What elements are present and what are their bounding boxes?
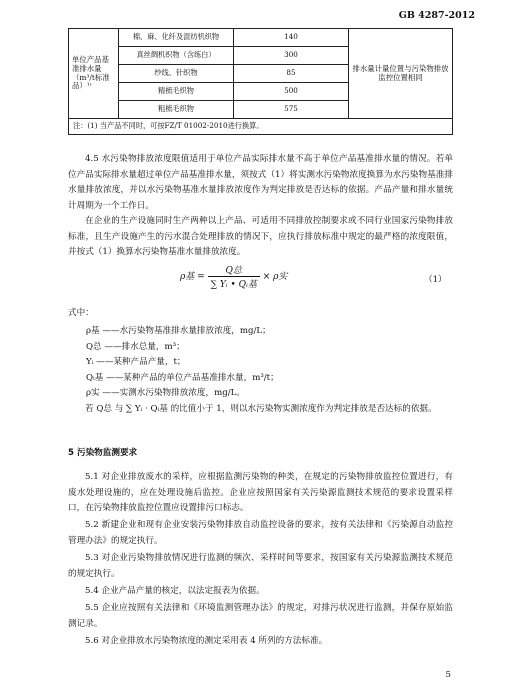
formula-number: （1） (424, 275, 447, 285)
paragraph-5-4: 5.4 企业产品产量的核定，以法定报表为依据。 (85, 586, 265, 596)
product-value: 300 (234, 47, 349, 65)
formula-numerator: Q总 (208, 263, 260, 277)
definition-item: Q总 ——排水总量，m³； (86, 341, 185, 352)
row-header: 单位产品基准排水量（m³/t标准品）¹⁾ (69, 29, 119, 119)
water-volume-table (68, 28, 453, 135)
formula-rhs: × ρ实 (262, 272, 288, 282)
product-name: 纱线、针织物 (119, 65, 234, 83)
paragraph-4-5: 4.5 水污染物排放浓度限值适用于单位产品实际排水量不高于单位产品基准排水量的情况。若单位产品实际排水量超过单位产品基准排水量，须按式（1）将实测水污染物浓度换算为水污染物基准排水量排放浓度，并以水污染物基准水量排放浓度作为判定排放是否达标的依据。产品产量和排水量统计周期为一个工作日。 (68, 154, 453, 211)
product-value: 500 (234, 83, 349, 101)
ratio-paragraph: 若 Q总 与 ∑ Yᵢ · Qᵢ基 的比值小于 1，则以水污染物实测浓度作为判定排放是否达标的依据。 (85, 404, 437, 414)
formula (180, 263, 287, 290)
paragraph-5-6: 5.6 对企业排放水污染物浓度的测定采用表 4 所列的方法标准。 (85, 636, 328, 646)
product-value: 85 (234, 65, 349, 83)
table-row (69, 29, 453, 47)
table-note: 注：(1) 当产品不同时，可按FZ/T 01002-2010进行换算。 (69, 119, 453, 135)
product-value: 140 (234, 29, 349, 47)
standard-code: GB 4287-2012 (398, 10, 475, 21)
product-name: 棉、麻、化纤及混纺机织物 (119, 29, 234, 47)
paragraph-5-1: 5.1 对企业排放废水的采样，应根据监测污染物的种类，在规定的污染物排放监控位置进行，有废水处理设施的，应在处理设施后监控。企业应按照国家有关污染源监测技术规范的要求设置采样口，在污染物排放监控位置应设置排污口标志。 (68, 472, 453, 514)
definition-item: Qᵢ基 ——某种产品的单位产品基准排水量，m³/t； (86, 372, 279, 383)
definition-item: ρ实 ——实测水污染物排放浓度，mg/L。 (86, 388, 245, 399)
formula-fraction (208, 263, 260, 290)
definition-list (86, 324, 279, 402)
page-number: 5 (445, 670, 451, 680)
paragraph-5-2: 5.2 新建企业和现有企业安装污染物排放自动监控设备的要求，按有关法律和《污染源自动监控管理办法》的规定执行。 (68, 520, 453, 546)
formula-denominator: ∑ Yᵢ • Qᵢ基 (210, 280, 257, 290)
where-label: 式中： (68, 308, 94, 318)
paragraph-4-5-b: 在企业的生产设施同时生产两种以上产品、可适用不同排放控制要求或不同行业国家污染物排放标准，且生产设施产生的污水混合处理排放的情况下，应执行排放标准中规定的最严格的浓度限值，并按式（1）换算水污染物基准水量排放浓度。 (68, 216, 453, 258)
definition-item: Yᵢ ——某种产品产量，t； (86, 357, 186, 368)
product-name: 真丝绸机织物（含练白） (119, 47, 234, 65)
section-heading-5: 5 污染物监测要求 (68, 448, 138, 458)
paragraph-5-5: 5.5 企业应按照有关法律和《环境监测管理办法》的规定，对排污状况进行监测，并保存原始监测记录。 (68, 603, 453, 629)
product-value: 575 (234, 101, 349, 119)
table-note-row (69, 119, 453, 135)
paragraph-5-3: 5.3 对企业污染物排放情况进行监测的频次、采样时间等要求，按国家有关污染源监测技术规范的规定执行。 (68, 553, 453, 579)
product-name: 精梳毛织物 (119, 83, 234, 101)
formula-lhs: ρ基 = (180, 272, 205, 282)
definition-item: ρ基 ——水污染物基准排水量排放浓度，mg/L； (86, 326, 271, 336)
product-name: 粗梳毛织物 (119, 101, 234, 119)
table-remark: 排水量计量位置与污染物排放监控位置相同 (349, 29, 453, 119)
